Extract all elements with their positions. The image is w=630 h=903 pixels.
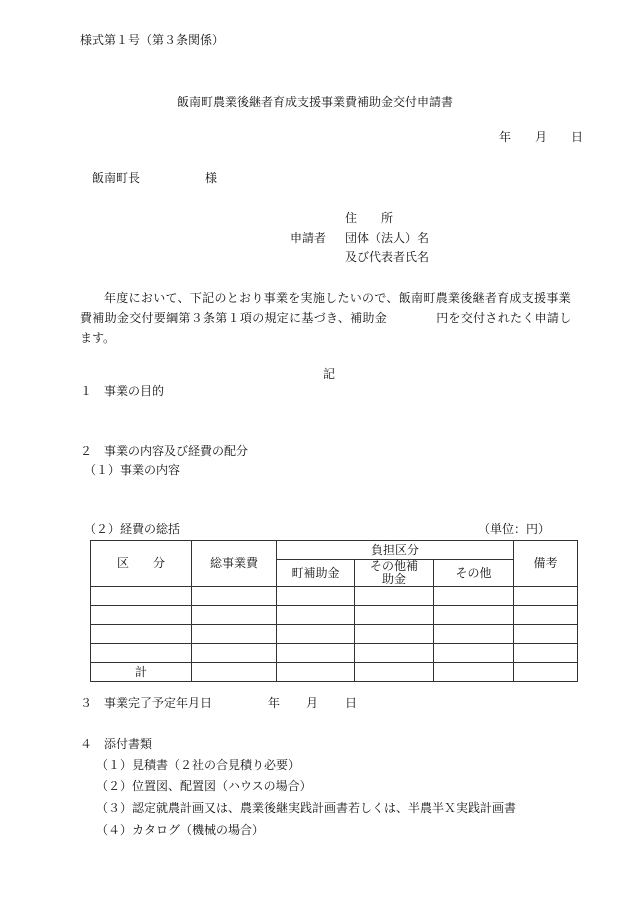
header-burden: 負担区分 [277,541,514,560]
applicant-org-label: 団体（法人）名 [345,231,430,245]
cell[interactable] [355,644,434,663]
cell[interactable] [514,663,578,682]
header-total: 総事業費 [192,541,277,587]
unit-label: （単位：円） [478,522,551,536]
body-line: 年度において、下記のとおり事業を実施したいので、飯南町農業後継者育成支援事業 [104,291,571,305]
cell[interactable] [434,625,514,644]
date-line: 年 月 日 [499,130,590,144]
table-row [91,587,578,606]
section-4-heading: ４ 添付書類 [80,737,153,751]
total-row [91,663,578,682]
cell[interactable] [277,644,355,663]
cell[interactable] [434,587,514,606]
addressee-honorific: 様 [205,171,218,185]
cell[interactable] [192,625,277,644]
table-row [91,625,578,644]
header-remarks: 備考 [514,541,578,587]
cell[interactable] [91,587,192,606]
completion-day-label: 日 [345,696,358,710]
cell[interactable] [434,663,514,682]
cell[interactable] [91,606,192,625]
cell[interactable] [192,644,277,663]
attachment-item: （３）認定就農計画又は、農業後継実践計画書若しくは、半農半Ｘ実践計画書 [96,801,517,815]
cell[interactable] [514,625,578,644]
cell[interactable] [91,625,192,644]
attachment-item: （１）見積書（２社の合見積り必要） [96,758,301,772]
cell[interactable] [277,663,355,682]
cell[interactable] [277,606,355,625]
completion-month-label: 月 [306,696,319,710]
cell[interactable] [192,587,277,606]
completion-year-label: 年 [268,696,281,710]
cell[interactable] [514,587,578,606]
attachment-item: （２）位置図、配置図（ハウスの場合） [96,779,312,793]
total-label: 計 [91,663,192,682]
attachment-item: （４）カタログ（機械の場合） [96,823,265,837]
section-1-heading: １ 事業の目的 [80,384,165,398]
header-town-subsidy: 町補助金 [277,560,355,587]
cell[interactable] [514,644,578,663]
cell[interactable] [434,606,514,625]
section-2-2-heading: （２）経費の総括 [84,522,181,536]
addressee-name: 飯南町長 [92,171,141,185]
document-title: 飯南町農業後継者育成支援事業費補助金交付申請書 [176,95,453,109]
applicant-rep-label: 及び代表者氏名 [345,250,430,264]
header-other: その他 [434,560,514,587]
cell[interactable] [192,606,277,625]
cell[interactable] [277,625,355,644]
expense-table [90,540,578,682]
body-line: 費補助金交付要綱第３条第１項の規定に基づき、補助金 円を交付されたく申請し [80,311,572,325]
body-line: ます。 [80,331,116,345]
section-3-heading: ３ 事業完了予定年月日 [80,696,213,710]
form-number: 様式第１号（第３条関係） [80,33,225,47]
cell[interactable] [514,606,578,625]
cell[interactable] [355,606,434,625]
table-row [91,606,578,625]
applicant-label: 申請者 [290,231,327,245]
cell[interactable] [355,625,434,644]
applicant-address-label: 住 所 [345,211,394,225]
header-category: 区 分 [91,541,192,587]
cell[interactable] [91,644,192,663]
cell[interactable] [355,587,434,606]
section-2-1-heading: （１）事業の内容 [84,463,181,477]
cell[interactable] [277,587,355,606]
ki-heading: 記 [323,367,336,381]
header-other-subsidy: その他補助金 [355,560,434,587]
cell[interactable] [192,663,277,682]
table-row [91,644,578,663]
cell[interactable] [434,644,514,663]
cell[interactable] [355,663,434,682]
section-2-heading: ２ 事業の内容及び経費の配分 [80,444,249,458]
